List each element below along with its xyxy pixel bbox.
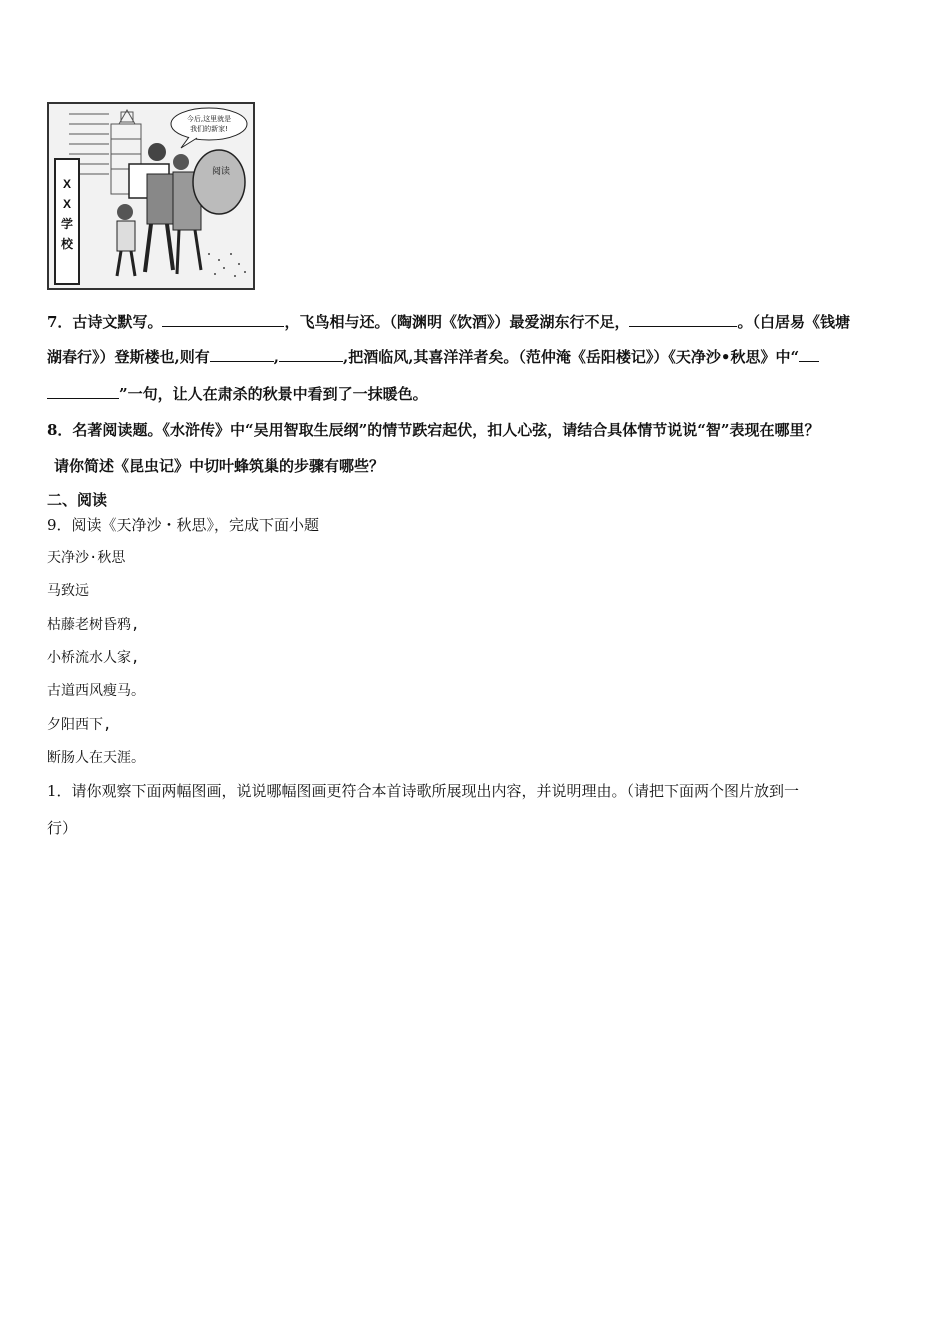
svg-text:X: X (62, 197, 72, 211)
question-7-line-1 (47, 312, 850, 332)
q7-text-c: 。（白居易《钱塘 (737, 313, 850, 331)
answer-blank[interactable] (210, 347, 274, 362)
section-heading: 二、阅读 (47, 491, 108, 509)
svg-text:学: 学 (60, 217, 74, 231)
svg-text:今后,这里就是: 今后,这里就是 (186, 115, 232, 123)
answer-blank[interactable] (162, 312, 284, 327)
question-8-line-2: 请你简述《昆虫记》中切叶蜂筑巢的步骤有哪些？ (54, 457, 385, 475)
question-9-intro: 9．阅读《天净沙・秋思》，完成下面小题 (47, 516, 320, 534)
poem-line: 枯藤老树昏鸦, (47, 617, 140, 633)
poem-line: 小桥流水人家, (47, 650, 140, 666)
q7-text-g: ”一句，让人在肃杀的秋景中看到了一抹暖色。 (119, 385, 428, 403)
svg-text:X: X (62, 177, 72, 191)
answer-blank[interactable] (629, 312, 737, 327)
svg-text:阅读: 阅读 (211, 167, 231, 177)
q7-text-b: ，飞鸟相与还。（陶渊明《饮酒》）最爱湖东行不足， (284, 313, 630, 331)
poem-line: 断肠人在天涯。 (47, 750, 145, 766)
q7-text-f: ,把酒临风,其喜洋洋者矣。（范仲淹《岳阳楼记》）《天净沙•秋思》中“ (342, 348, 800, 366)
answer-blank[interactable] (799, 347, 819, 362)
sub-question-1-line-2: 行） (47, 819, 78, 837)
cartoon-illustration (47, 102, 255, 290)
question-7-line-2 (47, 347, 819, 367)
svg-text:我们的新家!: 我们的新家! (190, 125, 228, 133)
question-7-line-3 (47, 384, 428, 404)
sub-question-1-line-1: 1．请你观察下面两幅图画，说说哪幅图画更符合本首诗歌所展现出内容，并说明理由。（请把下面两个图片放到一 (47, 782, 800, 800)
poem-title: 天净沙·秋思 (47, 550, 126, 566)
poem-author: 马致远 (47, 583, 89, 599)
poem-line: 夕阳西下, (47, 717, 112, 733)
q7-text-a: 7．古诗文默写。 (47, 313, 163, 331)
svg-text:校: 校 (60, 237, 74, 251)
q7-text-e: , (273, 348, 279, 366)
q7-text-d: 湖春行》）登斯楼也,则有 (47, 348, 210, 366)
question-8-line-1: 8．名著阅读题。《水浒传》中“吴用智取生辰纲”的情节跌宕起伏，扣人心弦，请结合具体情节说说“智”表现在哪里？ (47, 421, 820, 439)
answer-blank[interactable] (279, 347, 343, 362)
answer-blank[interactable] (47, 384, 119, 399)
poem-line: 古道西风瘦马。 (47, 683, 145, 699)
